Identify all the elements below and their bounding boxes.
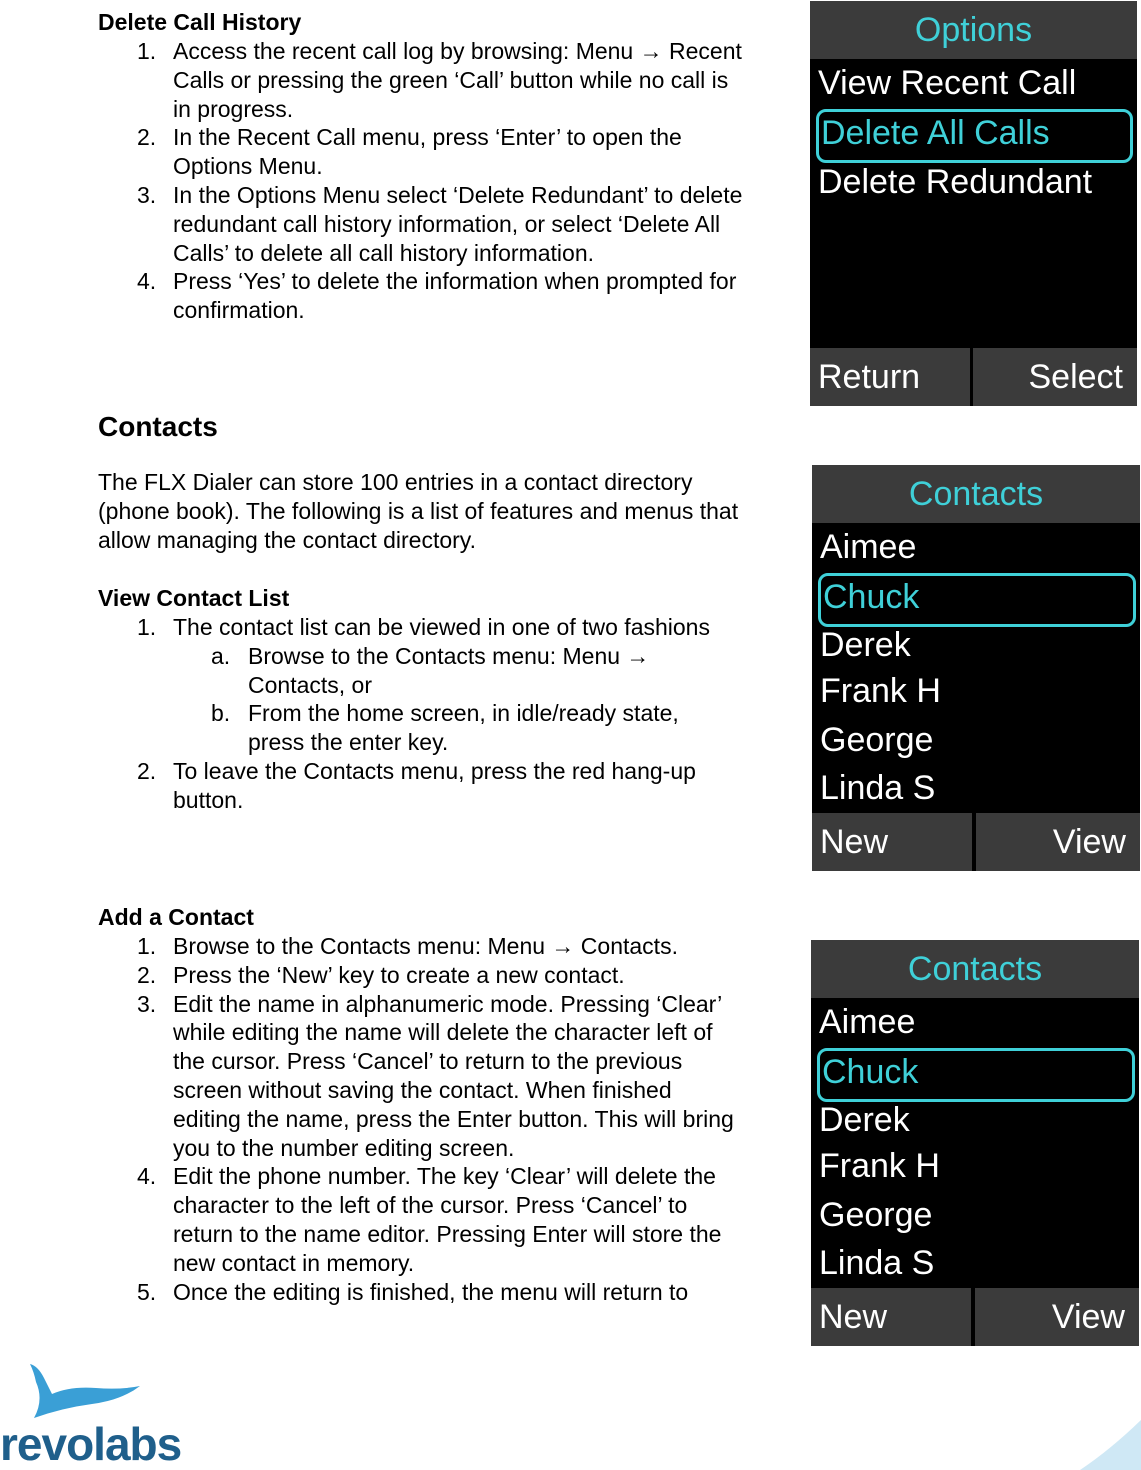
list-item: 1. The contact list can be viewed in one of two fashions a. Browse to the Contacts menu: Menu → Contacts, or b. From the home screen, in idle/ready state, press the enter key. [173, 613, 753, 757]
contact-george[interactable]: George [820, 721, 934, 759]
return-softkey[interactable]: Return [810, 348, 970, 406]
screen-title: Contacts [812, 465, 1140, 523]
screen-title: Contacts [811, 940, 1139, 998]
new-softkey[interactable]: New [811, 1288, 971, 1346]
view-list-steps [137, 613, 753, 815]
contact-frank-h[interactable]: Frank H [819, 1147, 940, 1185]
list-item: 4. Press ‘Yes’ to delete the information when prompted for confirmation. [137, 268, 737, 324]
delete-history-heading: Delete Call History [98, 9, 302, 35]
contact-aimee[interactable]: Aimee [820, 528, 917, 566]
list-item: 1. Access the recent call log by browsing: Menu → Recent Calls or pressing the green ‘Call’ button while no call is in progress. [137, 38, 742, 122]
menu-item-delete-redundant[interactable]: Delete Redundant [818, 163, 1093, 201]
list-item: 4. Edit the phone number. The key ‘Clear’ will delete the character to the left of the cursor. Press ‘Cancel’ to return to the name editor. Pressing Enter will store the new contact in memory. [137, 1163, 722, 1276]
menu-item-view-recent-call[interactable]: View Recent Call [818, 64, 1077, 102]
list-item: 3. In the Options Menu select ‘Delete Redundant’ to delete redundant call history information, or select ‘Delete All Calls’ to delete all call history information. [137, 181, 743, 266]
corner-decoration-icon [1080, 1420, 1141, 1470]
view-softkey[interactable]: View [975, 1288, 1139, 1346]
screen-title: Options [810, 1, 1137, 59]
contacts-intro: The FLX Dialer can store 100 entries in a contact directory (phone book). The following is a list of features and menus that allow managing the contact directory. [98, 469, 739, 553]
select-softkey[interactable]: Select [973, 348, 1137, 406]
add-contact-heading: Add a Contact [98, 904, 254, 930]
contact-derek[interactable]: Derek [819, 1101, 910, 1139]
contact-chuck[interactable]: Chuck [818, 573, 1136, 627]
contact-linda-s[interactable]: Linda S [820, 769, 936, 807]
contact-linda-s[interactable]: Linda S [819, 1244, 935, 1282]
list-item: a. Browse to the Contacts menu: Menu → Contacts, or [211, 642, 650, 698]
add-contact-steps [137, 932, 743, 1306]
view-softkey[interactable]: View [976, 813, 1140, 871]
contact-aimee[interactable]: Aimee [819, 1003, 916, 1041]
contact-george[interactable]: George [819, 1196, 933, 1234]
delete-history-steps [137, 37, 748, 325]
logo-text: revolabs [0, 1418, 182, 1470]
contacts-heading: Contacts [98, 411, 218, 442]
contacts-screen-2 [811, 940, 1139, 1346]
list-item: 3. Edit the name in alphanumeric mode. Pressing ‘Clear’ while editing the name will delete the character left of the cursor. Press ‘Cancel’ to return to the previous screen without saving the contact. When finished editing the name, press the Enter button. This will bring you to the number editing screen. [137, 990, 734, 1161]
list-item: b. From the home screen, in idle/ready state, press the enter key. [211, 700, 679, 756]
contact-derek[interactable]: Derek [820, 626, 911, 664]
contact-frank-h[interactable]: Frank H [820, 672, 941, 710]
list-item: 5. Once the editing is finished, the menu will return to [137, 1278, 689, 1305]
menu-item-delete-all-calls[interactable]: Delete All Calls [816, 109, 1133, 163]
list-item: 2. To leave the Contacts menu, press the red hang-up button. [137, 757, 696, 813]
view-list-heading: View Contact List [98, 585, 290, 611]
contacts-screen-1 [812, 465, 1140, 871]
new-softkey[interactable]: New [812, 813, 972, 871]
list-item: 1. Browse to the Contacts menu: Menu → Contacts. [137, 933, 678, 959]
contact-chuck[interactable]: Chuck [817, 1048, 1135, 1102]
list-item: 2. Press the ‘New’ key to create a new contact. [137, 961, 625, 988]
revolabs-logo [0, 1360, 182, 1470]
list-item: 2. In the Recent Call menu, press ‘Enter’ to open the Options Menu. [137, 124, 682, 180]
options-screen [810, 1, 1137, 406]
